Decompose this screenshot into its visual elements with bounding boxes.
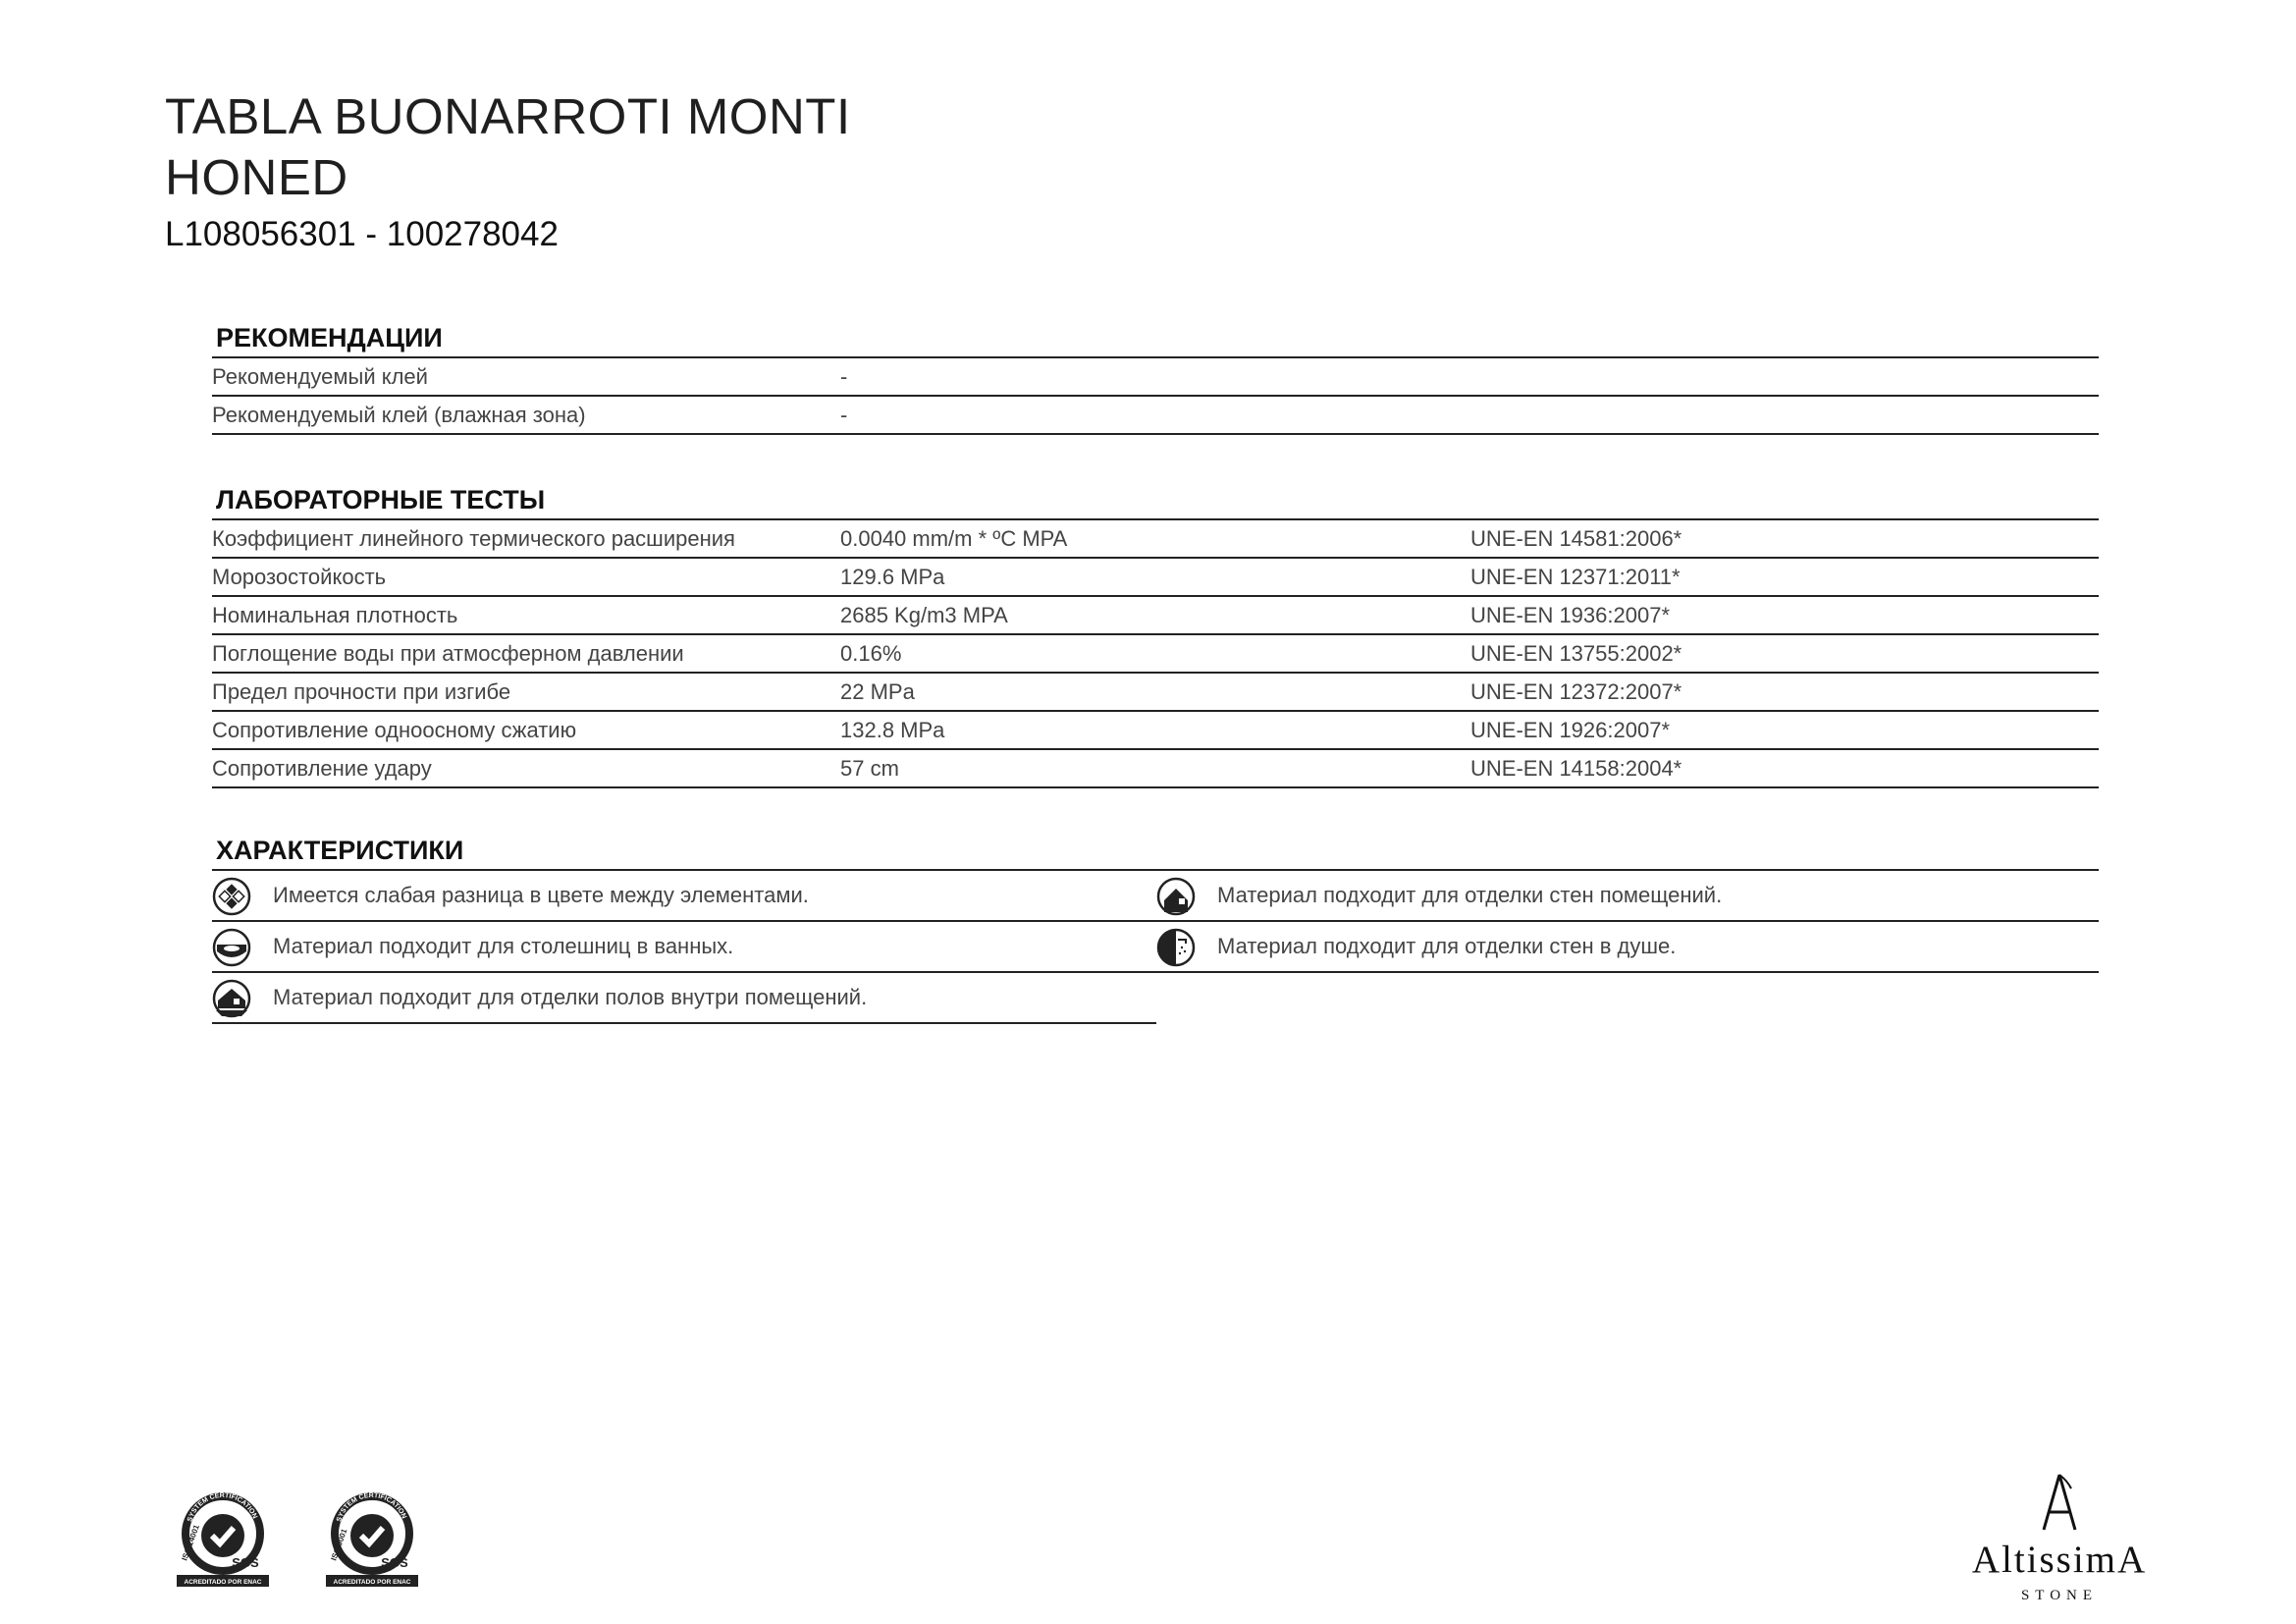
table-row (212, 358, 2099, 397)
table-row (212, 597, 2099, 635)
test-name: Поглощение воды при атмосферном давлении (212, 641, 684, 666)
shower-wall-icon (1156, 928, 1196, 967)
row-label: Рекомендуемый клей (влажная зона) (212, 403, 586, 427)
test-name: Номинальная плотность (212, 603, 458, 627)
test-name: Морозостойкость (212, 565, 387, 589)
test-value: 129.6 MPa (840, 565, 945, 589)
test-standard: UNE-EN 12371:2011* (1470, 565, 1681, 589)
interior-wall-icon (1156, 877, 1196, 916)
row-label: Рекомендуемый клей (212, 364, 428, 389)
feature-text: Имеется слабая разница в цвете между элементами. (273, 883, 809, 907)
test-value: 0.16% (840, 641, 902, 666)
iso-9001-badge (326, 1485, 418, 1598)
recommendations-section (212, 319, 2099, 435)
product-codes: L108056301 - 100278042 (165, 215, 559, 253)
test-name: Коэффициент линейного термического расширения (212, 526, 735, 551)
row-value: - (840, 403, 848, 427)
cert-brand: SGS (381, 1555, 408, 1570)
feature-item (1156, 922, 2099, 973)
test-standard: UNE-EN 12372:2007* (1470, 679, 1682, 704)
cert-accreditation: ACREDITADO POR ENAC (184, 1579, 262, 1586)
lab-tests-section (212, 481, 2099, 788)
cert-brand: SGS (232, 1555, 259, 1570)
test-standard: UNE-EN 1936:2007* (1470, 603, 1671, 627)
product-title: TABLA BUONARROTI MONTI (165, 88, 851, 144)
row-value: - (840, 364, 848, 389)
product-finish: HONED (165, 149, 348, 205)
cert-top-text: SYSTEM CERTIFICATION (187, 1491, 258, 1523)
feature-text: Материал подходит для отделки стен помещений. (1217, 883, 1723, 907)
cert-accreditation: ACREDITADO POR ENAC (333, 1579, 411, 1586)
table-row (212, 674, 2099, 712)
title-block (165, 86, 851, 259)
iso-14001-badge (177, 1485, 269, 1598)
test-value: 22 MPa (840, 679, 915, 704)
sgs-certification-seal (326, 1485, 418, 1598)
feature-item (212, 973, 1156, 1024)
test-standard: UNE-EN 14581:2006* (1470, 526, 1682, 551)
section-title: РЕКОМЕНДАЦИИ (212, 319, 2099, 358)
table-row (212, 750, 2099, 788)
table-row (212, 712, 2099, 750)
test-standard: UNE-EN 13755:2002* (1470, 641, 1682, 666)
section-title: ЛАБОРАТОРНЫЕ ТЕСТЫ (212, 481, 2099, 520)
table-row (212, 397, 2099, 435)
table-row (212, 559, 2099, 597)
table-row (212, 520, 2099, 559)
cert-top-text: SYSTEM CERTIFICATION (336, 1491, 407, 1523)
features-grid (212, 871, 2099, 1024)
features-section (212, 832, 2099, 1024)
test-name: Сопротивление одноосному сжатию (212, 718, 577, 742)
test-value: 57 cm (840, 756, 899, 781)
test-value: 2685 Kg/m3 MPA (840, 603, 1008, 627)
table-row (212, 635, 2099, 674)
feature-item (1156, 871, 2099, 922)
cert-standard: ISO 9001 (329, 1527, 349, 1562)
test-name: Сопротивление удару (212, 756, 432, 781)
feature-text: Материал подходит для отделки стен в душе. (1217, 934, 1677, 958)
logo-subtitle: STONE (2020, 1588, 2099, 1603)
color-variation-icon (212, 877, 251, 916)
logo-a-mark (2030, 1473, 2089, 1534)
feature-item (212, 922, 1156, 973)
feature-item (212, 871, 1156, 922)
test-value: 0.0040 mm/m * ºC MPA (840, 526, 1068, 551)
feature-text: Материал подходит для столешниц в ванных. (273, 934, 734, 958)
bathroom-countertop-icon (212, 928, 251, 967)
interior-floor-icon (212, 979, 251, 1018)
altissima-logo (1951, 1473, 2167, 1604)
section-title: ХАРАКТЕРИСТИКИ (212, 832, 2099, 871)
logo-wordmark: AltissimA (1971, 1539, 2148, 1581)
test-value: 132.8 MPa (840, 718, 945, 742)
test-name: Предел прочности при изгибе (212, 679, 511, 704)
test-standard: UNE-EN 14158:2004* (1470, 756, 1682, 781)
sgs-certification-seal (177, 1485, 269, 1598)
test-standard: UNE-EN 1926:2007* (1470, 718, 1671, 742)
cert-standard: ISO 14001 (180, 1523, 201, 1562)
feature-text: Материал подходит для отделки полов внутри помещений. (273, 985, 868, 1009)
